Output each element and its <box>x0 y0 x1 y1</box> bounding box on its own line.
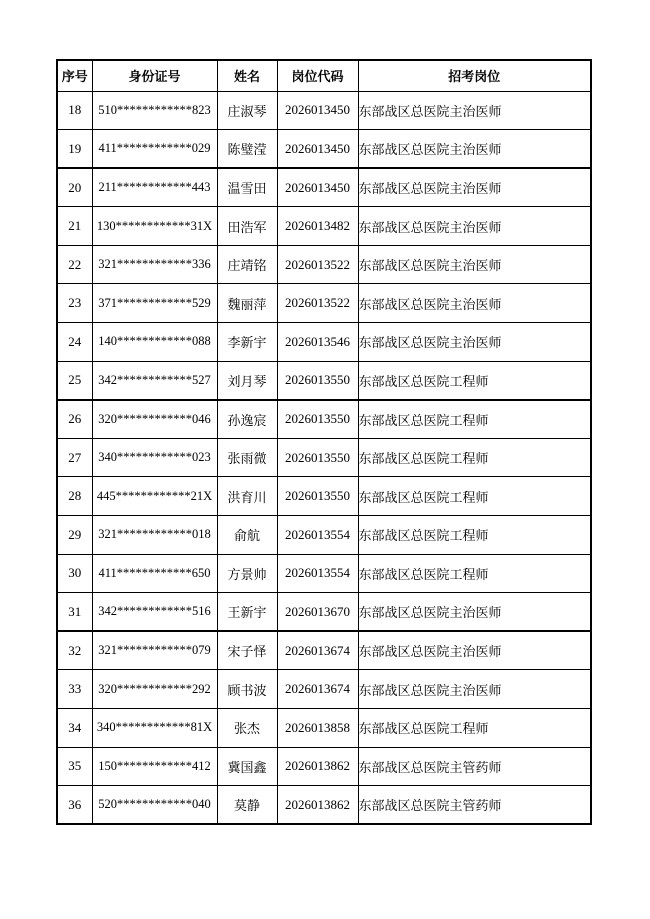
cell-job-code: 2026013862 <box>277 747 358 786</box>
table-row <box>57 207 591 246</box>
cell-name: 方景帅 <box>217 554 277 593</box>
cell-name: 张杰 <box>217 709 277 748</box>
cell-id-number: 371************529 <box>92 284 217 323</box>
cell-id-number: 510************823 <box>92 91 217 130</box>
cell-serial: 19 <box>57 130 92 169</box>
cell-job-code: 2026013674 <box>277 631 358 670</box>
cell-serial: 36 <box>57 786 92 825</box>
cell-job-code: 2026013862 <box>277 786 358 825</box>
cell-job-code: 2026013522 <box>277 245 358 284</box>
cell-serial: 27 <box>57 438 92 477</box>
cell-job-code: 2026013554 <box>277 516 358 555</box>
cell-job-code: 2026013450 <box>277 91 358 130</box>
cell-job-title: 东部战区总医院工程师 <box>358 516 591 555</box>
cell-name: 陈璧滢 <box>217 130 277 169</box>
cell-serial: 34 <box>57 709 92 748</box>
cell-serial: 31 <box>57 593 92 632</box>
cell-job-code: 2026013554 <box>277 554 358 593</box>
cell-serial: 35 <box>57 747 92 786</box>
cell-serial: 33 <box>57 670 92 709</box>
header-row <box>57 60 591 91</box>
cell-id-number: 321************018 <box>92 516 217 555</box>
cell-id-number: 340************023 <box>92 438 217 477</box>
table-row <box>57 516 591 555</box>
table-body <box>57 91 591 824</box>
cell-serial: 20 <box>57 168 92 207</box>
table-row <box>57 361 591 400</box>
cell-id-number: 150************412 <box>92 747 217 786</box>
table-row <box>57 554 591 593</box>
cell-job-code: 2026013450 <box>277 130 358 169</box>
cell-serial: 22 <box>57 245 92 284</box>
cell-id-number: 411************650 <box>92 554 217 593</box>
cell-job-title: 东部战区总医院主治医师 <box>358 593 591 632</box>
cell-id-number: 342************516 <box>92 593 217 632</box>
cell-id-number: 340************81X <box>92 709 217 748</box>
cell-job-title: 东部战区总医院主治医师 <box>358 207 591 246</box>
cell-name: 俞航 <box>217 516 277 555</box>
cell-serial: 28 <box>57 477 92 516</box>
cell-id-number: 445************21X <box>92 477 217 516</box>
cell-serial: 32 <box>57 631 92 670</box>
cell-serial: 26 <box>57 400 92 439</box>
cell-job-title: 东部战区总医院主治医师 <box>358 670 591 709</box>
cell-job-title: 东部战区总医院主治医师 <box>358 168 591 207</box>
column-header-job-title: 招考岗位 <box>358 60 591 91</box>
cell-serial: 24 <box>57 323 92 362</box>
table-row <box>57 477 591 516</box>
table-row <box>57 631 591 670</box>
cell-id-number: 411************029 <box>92 130 217 169</box>
cell-job-code: 2026013522 <box>277 284 358 323</box>
cell-name: 王新宇 <box>217 593 277 632</box>
cell-name: 莫静 <box>217 786 277 825</box>
cell-name: 温雪田 <box>217 168 277 207</box>
cell-job-code: 2026013550 <box>277 438 358 477</box>
cell-serial: 23 <box>57 284 92 323</box>
cell-name: 宋子怿 <box>217 631 277 670</box>
cell-name: 李新宇 <box>217 323 277 362</box>
cell-job-title: 东部战区总医院工程师 <box>358 400 591 439</box>
cell-job-code: 2026013550 <box>277 361 358 400</box>
recruitment-roster-table <box>56 59 592 825</box>
cell-job-title: 东部战区总医院主治医师 <box>358 284 591 323</box>
table-row <box>57 438 591 477</box>
table-row <box>57 284 591 323</box>
column-header-id-number: 身份证号 <box>92 60 217 91</box>
cell-serial: 21 <box>57 207 92 246</box>
cell-job-title: 东部战区总医院主治医师 <box>358 631 591 670</box>
cell-job-code: 2026013546 <box>277 323 358 362</box>
cell-id-number: 320************292 <box>92 670 217 709</box>
cell-id-number: 140************088 <box>92 323 217 362</box>
cell-job-title: 东部战区总医院主管药师 <box>358 747 591 786</box>
cell-job-title: 东部战区总医院主治医师 <box>358 130 591 169</box>
cell-id-number: 342************527 <box>92 361 217 400</box>
cell-name: 刘月琴 <box>217 361 277 400</box>
cell-id-number: 520************040 <box>92 786 217 825</box>
table-row <box>57 747 591 786</box>
table-row <box>57 400 591 439</box>
cell-id-number: 320************046 <box>92 400 217 439</box>
cell-job-title: 东部战区总医院主治医师 <box>358 91 591 130</box>
cell-name: 洪育川 <box>217 477 277 516</box>
table-row <box>57 670 591 709</box>
cell-name: 冀国鑫 <box>217 747 277 786</box>
cell-job-title: 东部战区总医院工程师 <box>358 438 591 477</box>
cell-job-code: 2026013550 <box>277 400 358 439</box>
column-header-job-code: 岗位代码 <box>277 60 358 91</box>
cell-job-title: 东部战区总医院工程师 <box>358 709 591 748</box>
column-header-name: 姓名 <box>217 60 277 91</box>
table-row <box>57 786 591 825</box>
cell-job-title: 东部战区总医院工程师 <box>358 477 591 516</box>
table-row <box>57 593 591 632</box>
cell-name: 魏丽萍 <box>217 284 277 323</box>
cell-name: 庄靖铭 <box>217 245 277 284</box>
table-row <box>57 709 591 748</box>
cell-id-number: 130************31X <box>92 207 217 246</box>
table-row <box>57 91 591 130</box>
table-row <box>57 323 591 362</box>
table-header <box>57 60 591 91</box>
cell-job-code: 2026013450 <box>277 168 358 207</box>
cell-id-number: 321************336 <box>92 245 217 284</box>
cell-serial: 30 <box>57 554 92 593</box>
table-row <box>57 245 591 284</box>
cell-name: 顾书波 <box>217 670 277 709</box>
cell-job-title: 东部战区总医院工程师 <box>358 361 591 400</box>
cell-serial: 29 <box>57 516 92 555</box>
cell-id-number: 211************443 <box>92 168 217 207</box>
cell-job-code: 2026013482 <box>277 207 358 246</box>
cell-job-title: 东部战区总医院工程师 <box>358 554 591 593</box>
cell-job-code: 2026013550 <box>277 477 358 516</box>
table-row <box>57 168 591 207</box>
cell-name: 孙逸宸 <box>217 400 277 439</box>
cell-name: 田浩军 <box>217 207 277 246</box>
cell-id-number: 321************079 <box>92 631 217 670</box>
cell-name: 张雨微 <box>217 438 277 477</box>
cell-job-title: 东部战区总医院主治医师 <box>358 323 591 362</box>
cell-serial: 18 <box>57 91 92 130</box>
table-row <box>57 130 591 169</box>
cell-job-title: 东部战区总医院主管药师 <box>358 786 591 825</box>
cell-job-code: 2026013674 <box>277 670 358 709</box>
column-header-serial: 序号 <box>57 60 92 91</box>
cell-job-code: 2026013858 <box>277 709 358 748</box>
cell-job-code: 2026013670 <box>277 593 358 632</box>
cell-job-title: 东部战区总医院主治医师 <box>358 245 591 284</box>
cell-serial: 25 <box>57 361 92 400</box>
cell-name: 庄淑琴 <box>217 91 277 130</box>
